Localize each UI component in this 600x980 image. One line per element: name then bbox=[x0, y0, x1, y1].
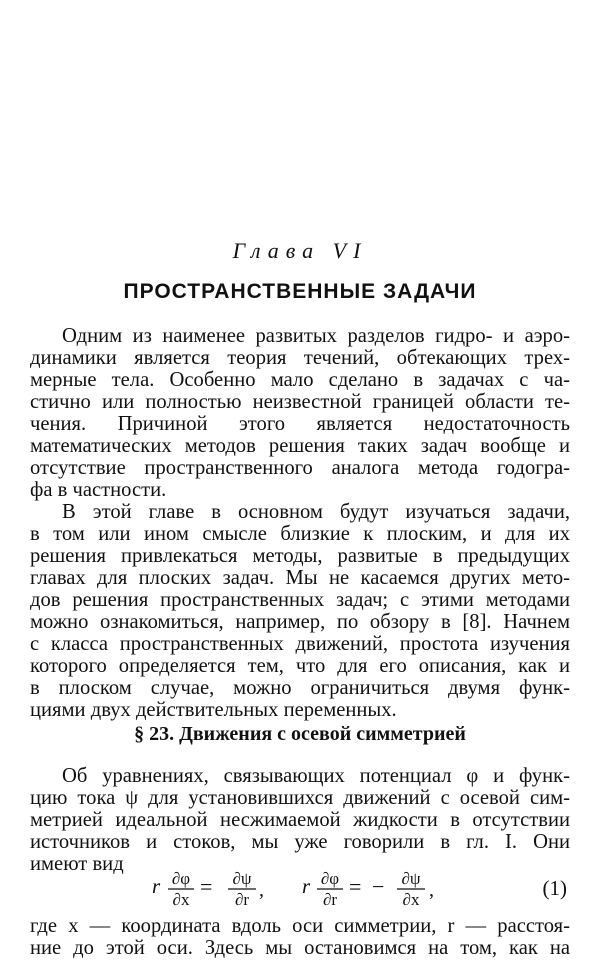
paragraph-line: Одним из наименее развитых разделов гидро- и аэро- bbox=[62, 325, 570, 347]
formula-dpsi: ∂ψ bbox=[232, 869, 252, 888]
paragraph-line: фа в частности. bbox=[30, 479, 167, 501]
formula-r: r bbox=[152, 874, 161, 898]
paragraph-line: метрией идеальной несжимаемой жидкости в отсутствии bbox=[30, 809, 570, 831]
chapter-title: ПРОСТРАНСТВЕННЫЕ ЗАДАЧИ bbox=[123, 280, 477, 303]
formula-dx: ∂x bbox=[402, 890, 420, 909]
paragraph-line: мерные тела. Особенно мало сделано в задачах с ча- bbox=[30, 369, 570, 391]
paragraph-line: отсутствие пространственного аналога метода годогра- bbox=[30, 457, 570, 479]
paragraph-line: чения. Причиной этого является недостаточность bbox=[30, 413, 570, 435]
paragraph-line: которого определяется тем, что для его описания, как и bbox=[30, 655, 570, 677]
paragraph-line: главах для плоских задач. Мы не касаемся других мето- bbox=[30, 567, 570, 589]
formula-dphi: ∂φ bbox=[171, 869, 191, 888]
formula-dr: ∂r bbox=[234, 890, 250, 909]
equation-1 bbox=[0, 858, 600, 914]
formula-equals: = bbox=[200, 874, 213, 899]
formula-dx: ∂x bbox=[172, 890, 190, 909]
paragraph-line: стично или полностью неизвестной границей области те- bbox=[30, 391, 570, 413]
paragraph-line: циями двух действительных переменных. bbox=[30, 699, 397, 721]
paragraph-line: В этой главе в основном будут изучаться задачи, bbox=[62, 501, 570, 523]
paragraph-line: решения привлекаться методы, развитые в предыдущих bbox=[30, 545, 570, 567]
paragraph-line: цию тока ψ для установившихся движений с осевой сим- bbox=[30, 787, 570, 809]
paragraph-line: с класса пространственных движений, простота изучения bbox=[30, 633, 570, 655]
formula-dphi: ∂φ bbox=[320, 869, 340, 888]
paragraph-line: динамики является теория течений, обтекающих трех- bbox=[30, 347, 570, 369]
paragraph-line: где x — координата вдоль оси симметрии, r — расстоя- bbox=[30, 915, 570, 937]
paragraph-line: ние до этой оси. Здесь мы остановимся на том, как на bbox=[30, 937, 570, 959]
section-title: § 23. Движения с осевой симметрией bbox=[134, 723, 466, 745]
paragraph-line: имеют вид bbox=[30, 853, 124, 875]
formula-dr: ∂r bbox=[322, 890, 338, 909]
formula-comma: , bbox=[429, 879, 434, 901]
formula-minus: − bbox=[372, 874, 385, 899]
equation-number: (1) bbox=[542, 876, 567, 900]
paragraph-line: можно ознакомиться, например, по обзору в [8]. Начнем bbox=[30, 611, 570, 633]
paragraph-line: в том или ином смысле близкие к плоским, и для их bbox=[30, 523, 570, 545]
chapter-label: Глава VI bbox=[232, 238, 368, 263]
paragraph-line: дов решения пространственных задач; с этими методами bbox=[30, 589, 570, 611]
paragraph-line: источников и стоков, мы уже говорили в гл. I. Они bbox=[30, 831, 570, 853]
formula-comma: , bbox=[259, 879, 264, 901]
formula-equals: = bbox=[349, 874, 362, 899]
paragraph-line: в плоском случае, можно ограничиться двумя функ- bbox=[30, 677, 570, 699]
formula-dpsi: ∂ψ bbox=[401, 869, 421, 888]
paragraph-line: математических методов решения таких задач вообще и bbox=[30, 435, 570, 457]
formula-r: r bbox=[302, 874, 311, 898]
paragraph-line: Об уравнениях, связывающих потенциал φ и функ- bbox=[62, 765, 570, 787]
